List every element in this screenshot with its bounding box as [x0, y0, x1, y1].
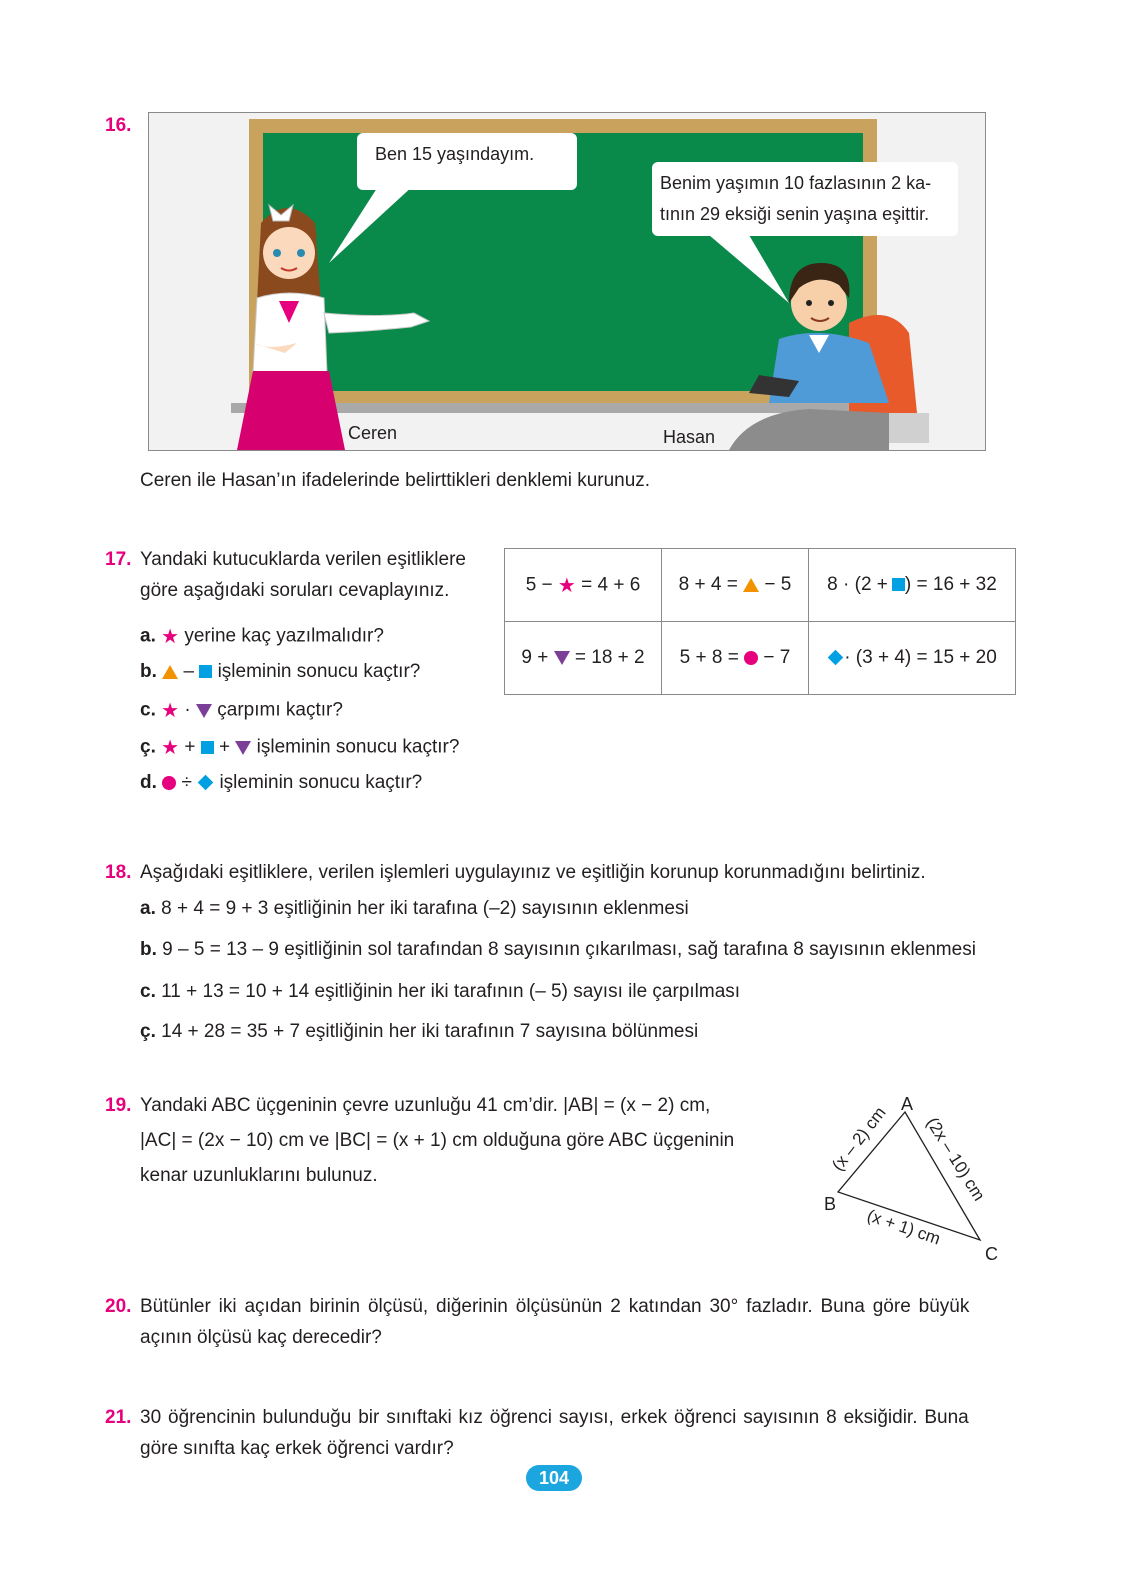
speech-text-line: Benim yaşımın 10 fazlasının 2 ka- — [660, 173, 932, 193]
subquestion-cc — [140, 1021, 698, 1043]
question-number: 20. — [105, 1296, 132, 1317]
cell-text: · (3 + 4) = 15 + 20 — [844, 647, 997, 668]
subquestion-b — [140, 939, 976, 961]
square-icon — [892, 578, 905, 591]
star-icon: ★ — [557, 574, 576, 597]
table-row — [505, 549, 1016, 622]
subquestion-a — [140, 898, 689, 920]
down-triangle-icon — [196, 704, 212, 718]
cell-text: 5 − — [525, 574, 553, 596]
triangle-diagram — [800, 1080, 1020, 1270]
vertex-b: B — [824, 1194, 837, 1214]
subquestion-c — [140, 981, 740, 1003]
cell-text: 8 + 4 = — [678, 574, 738, 595]
question-line: Bütünler iki açıdan birinin ölçüsü, diğerinin ölçüsünün 2 katından 30° fazladır. Buna göre büyük — [140, 1296, 970, 1317]
question-number: 18. — [105, 862, 132, 883]
question-intro-line: Yandaki kutucuklarda verilen eşitliklere — [140, 549, 466, 570]
side-ab-label: (x – 2) cm — [828, 1103, 890, 1175]
square-icon — [199, 665, 212, 678]
diamond-icon — [828, 650, 844, 666]
subquestion-label: a. — [140, 625, 156, 647]
subquestion-text: 11 + 13 = 10 + 14 eşitliğinin her iki tarafının (– 5) sayısı ile çarpılması — [161, 981, 741, 1002]
cell-text: − 5 — [764, 574, 792, 595]
cell-text: 9 + — [521, 647, 549, 668]
equations-table — [504, 548, 1016, 695]
speech-bubble-ceren — [357, 133, 577, 190]
equation-cell — [809, 622, 1016, 695]
circle-icon — [744, 651, 758, 665]
equation-cell — [505, 622, 662, 695]
question-number: 16. — [105, 115, 132, 136]
table-row — [505, 622, 1016, 695]
subquestion-label: c. — [140, 699, 156, 721]
circle-icon — [162, 776, 176, 790]
classroom-illustration — [148, 112, 986, 451]
speech-bubble-hasan — [652, 162, 958, 236]
caption-ceren: Ceren — [348, 423, 398, 443]
equation-cell — [809, 549, 1016, 622]
subquestion-text: işleminin sonucu kaçtır? — [256, 736, 460, 758]
cell-text: = 18 + 2 — [574, 647, 645, 668]
star-icon: ★ — [161, 626, 180, 648]
subquestion-text: işleminin sonucu kaçtır? — [219, 772, 423, 793]
question-line: açının ölçüsü kaç derecedir? — [140, 1327, 382, 1348]
question-line: 30 öğrencinin bulunduğu bir sınıftaki kız öğrenci sayısı, erkek öğrenci sayısının 8 eksiğidir. Buna — [140, 1407, 969, 1428]
side-ac-label: (2x – 10) cm — [922, 1114, 989, 1205]
subquestion-cc: ç. ★ + + işleminin sonucu kaçtır? — [140, 736, 460, 759]
caption-hasan: Hasan — [663, 427, 716, 447]
subquestion-text: 9 – 5 = 13 – 9 eşitliğinin sol tarafından 8 sayısının çıkarılması, sağ tarafına 8 sayısının eklenmesi — [162, 939, 976, 960]
page-number: 104 — [526, 1465, 582, 1491]
equation-cell — [662, 549, 809, 622]
question-line: kenar uzunluklarını bulunuz. — [140, 1165, 378, 1186]
subquestion-a — [140, 624, 384, 649]
equation-cell — [505, 549, 662, 622]
cell-text: = 4 + 6 — [581, 574, 641, 596]
vertex-c: C — [985, 1244, 998, 1264]
subquestion-label: ç. — [140, 1021, 156, 1042]
cell-text: − 7 — [763, 647, 791, 668]
triangle-icon — [162, 665, 178, 679]
subquestion-text: çarpımı kaçtır? — [217, 699, 343, 721]
star-icon: ★ — [161, 700, 180, 722]
cell-text: 5 + 8 = — [679, 647, 739, 668]
subquestion-label: d. — [140, 772, 157, 793]
speech-text-line: tının 29 eksiği senin yaşına eşittir. — [660, 204, 930, 224]
question-number: 19. — [105, 1095, 132, 1116]
question-number: 17. — [105, 549, 132, 570]
side-bc-label: (x + 1) cm — [864, 1205, 943, 1249]
question-line: Yandaki ABC üçgeninin çevre uzunluğu 41 cm’dir. |AB| = (x − 2) cm, — [140, 1095, 711, 1116]
question-line: göre sınıfta kaç erkek öğrenci vardır? — [140, 1438, 454, 1459]
subquestion-text: yerine kaç yazılmalıdır? — [184, 625, 384, 647]
subquestion-label: c. — [140, 981, 156, 1002]
subquestion-b: b. – işleminin sonucu kaçtır? — [140, 661, 421, 682]
question-number: 21. — [105, 1407, 132, 1428]
subquestion-label: b. — [140, 939, 157, 960]
subquestion-d: d. ÷ işleminin sonucu kaçtır? — [140, 772, 423, 793]
question-line: |AC| = (2x − 10) cm ve |BC| = (x + 1) cm olduğuna göre ABC üçgeninin — [140, 1130, 735, 1151]
subquestion-text: 14 + 28 = 35 + 7 eşitliğinin her iki tarafının 7 sayısına bölünmesi — [161, 1021, 699, 1042]
question-intro-line: göre aşağıdaki soruları cevaplayınız. — [140, 580, 450, 601]
down-triangle-icon — [554, 651, 570, 665]
speech-text: Ben 15 yaşındayım. — [375, 144, 535, 164]
cell-text: 8 · (2 + — [827, 574, 888, 595]
subquestion-label: b. — [140, 661, 157, 682]
cell-text: ) = 16 + 32 — [904, 574, 997, 595]
diamond-icon — [198, 775, 214, 791]
triangle-icon — [743, 578, 759, 592]
subquestion-label: a. — [140, 898, 156, 919]
star-icon: ★ — [161, 737, 180, 759]
square-icon — [201, 741, 214, 754]
down-triangle-icon — [235, 741, 251, 755]
subquestion-text: işleminin sonucu kaçtır? — [217, 661, 421, 682]
subquestion-text: 8 + 4 = 9 + 3 eşitliğinin her iki tarafına (–2) sayısının eklenmesi — [161, 898, 689, 919]
vertex-a: A — [901, 1094, 914, 1114]
subquestion-label: ç. — [140, 736, 156, 758]
equation-cell — [662, 622, 809, 695]
question-text: Ceren ile Hasan’ın ifadelerinde belirttikleri denklemi kurunuz. — [140, 470, 651, 491]
question-intro: Aşağıdaki eşitliklere, verilen işlemleri uygulayınız ve eşitliğin korunup korunmadığını belirtiniz. — [140, 862, 926, 883]
subquestion-c: c. ★ · çarpımı kaçtır? — [140, 699, 343, 722]
